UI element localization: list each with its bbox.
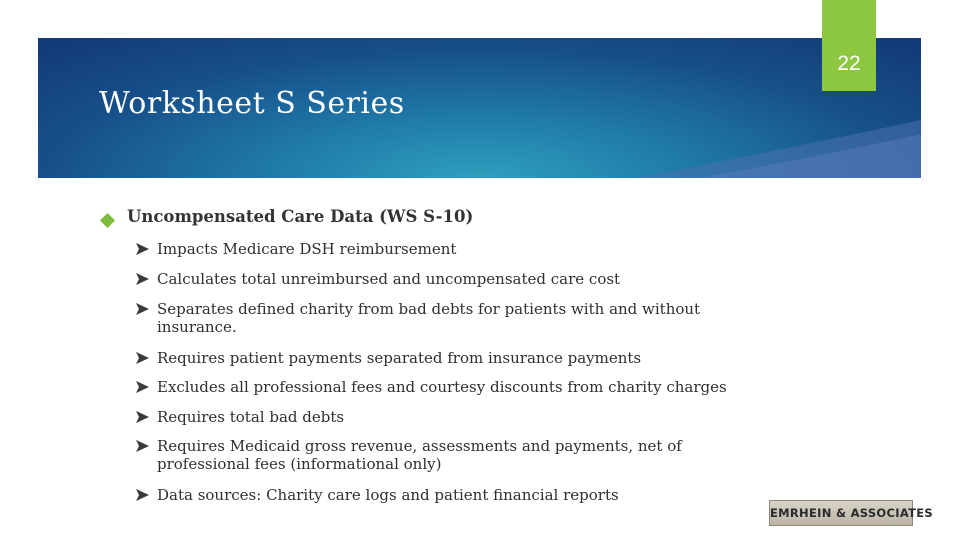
arrow-bullet-icon (136, 273, 149, 285)
list-item-text: Requires total bad debts (157, 408, 345, 426)
list-item (136, 270, 736, 288)
list-item (136, 240, 736, 258)
list-item-text: Calculates total unreimbursed and uncompensated care cost (157, 270, 621, 288)
arrow-bullet-icon (136, 440, 149, 452)
list-item (136, 408, 736, 426)
list-item-text: Requires Medicaid gross revenue, assessments and payments, net of professional fees (informational only) (157, 437, 682, 473)
arrow-bullet-icon (136, 303, 149, 315)
list-item-text: Data sources: Charity care logs and patient financial reports (157, 486, 619, 504)
list-item (136, 486, 736, 504)
arrow-bullet-icon (136, 489, 149, 501)
slide-number: 22 (837, 52, 861, 75)
list-item (136, 349, 736, 367)
list-item (136, 437, 736, 473)
list-item-text: Requires patient payments separated from insurance payments (157, 349, 642, 367)
diamond-bullet-icon (100, 213, 115, 228)
list-item (136, 378, 736, 396)
list-item-text: Impacts Medicare DSH reimbursement (157, 240, 457, 258)
list-item (136, 300, 736, 336)
section-heading: Uncompensated Care Data (WS S-10) (127, 207, 474, 226)
list-item-text: Separates defined charity from bad debts for patients with and without insurance. (157, 300, 701, 336)
list-item-text: Excludes all professional fees and courtesy discounts from charity charges (157, 378, 727, 396)
company-logo (769, 500, 934, 526)
arrow-bullet-icon (136, 381, 149, 393)
arrow-bullet-icon (136, 243, 149, 255)
company-logo-text: EMRHEIN & ASSOCIATES (770, 506, 934, 520)
arrow-bullet-icon (136, 411, 149, 423)
slide-title: Worksheet S Series (99, 86, 405, 121)
slide-number-tab (822, 0, 876, 91)
arrow-bullet-icon (136, 352, 149, 364)
